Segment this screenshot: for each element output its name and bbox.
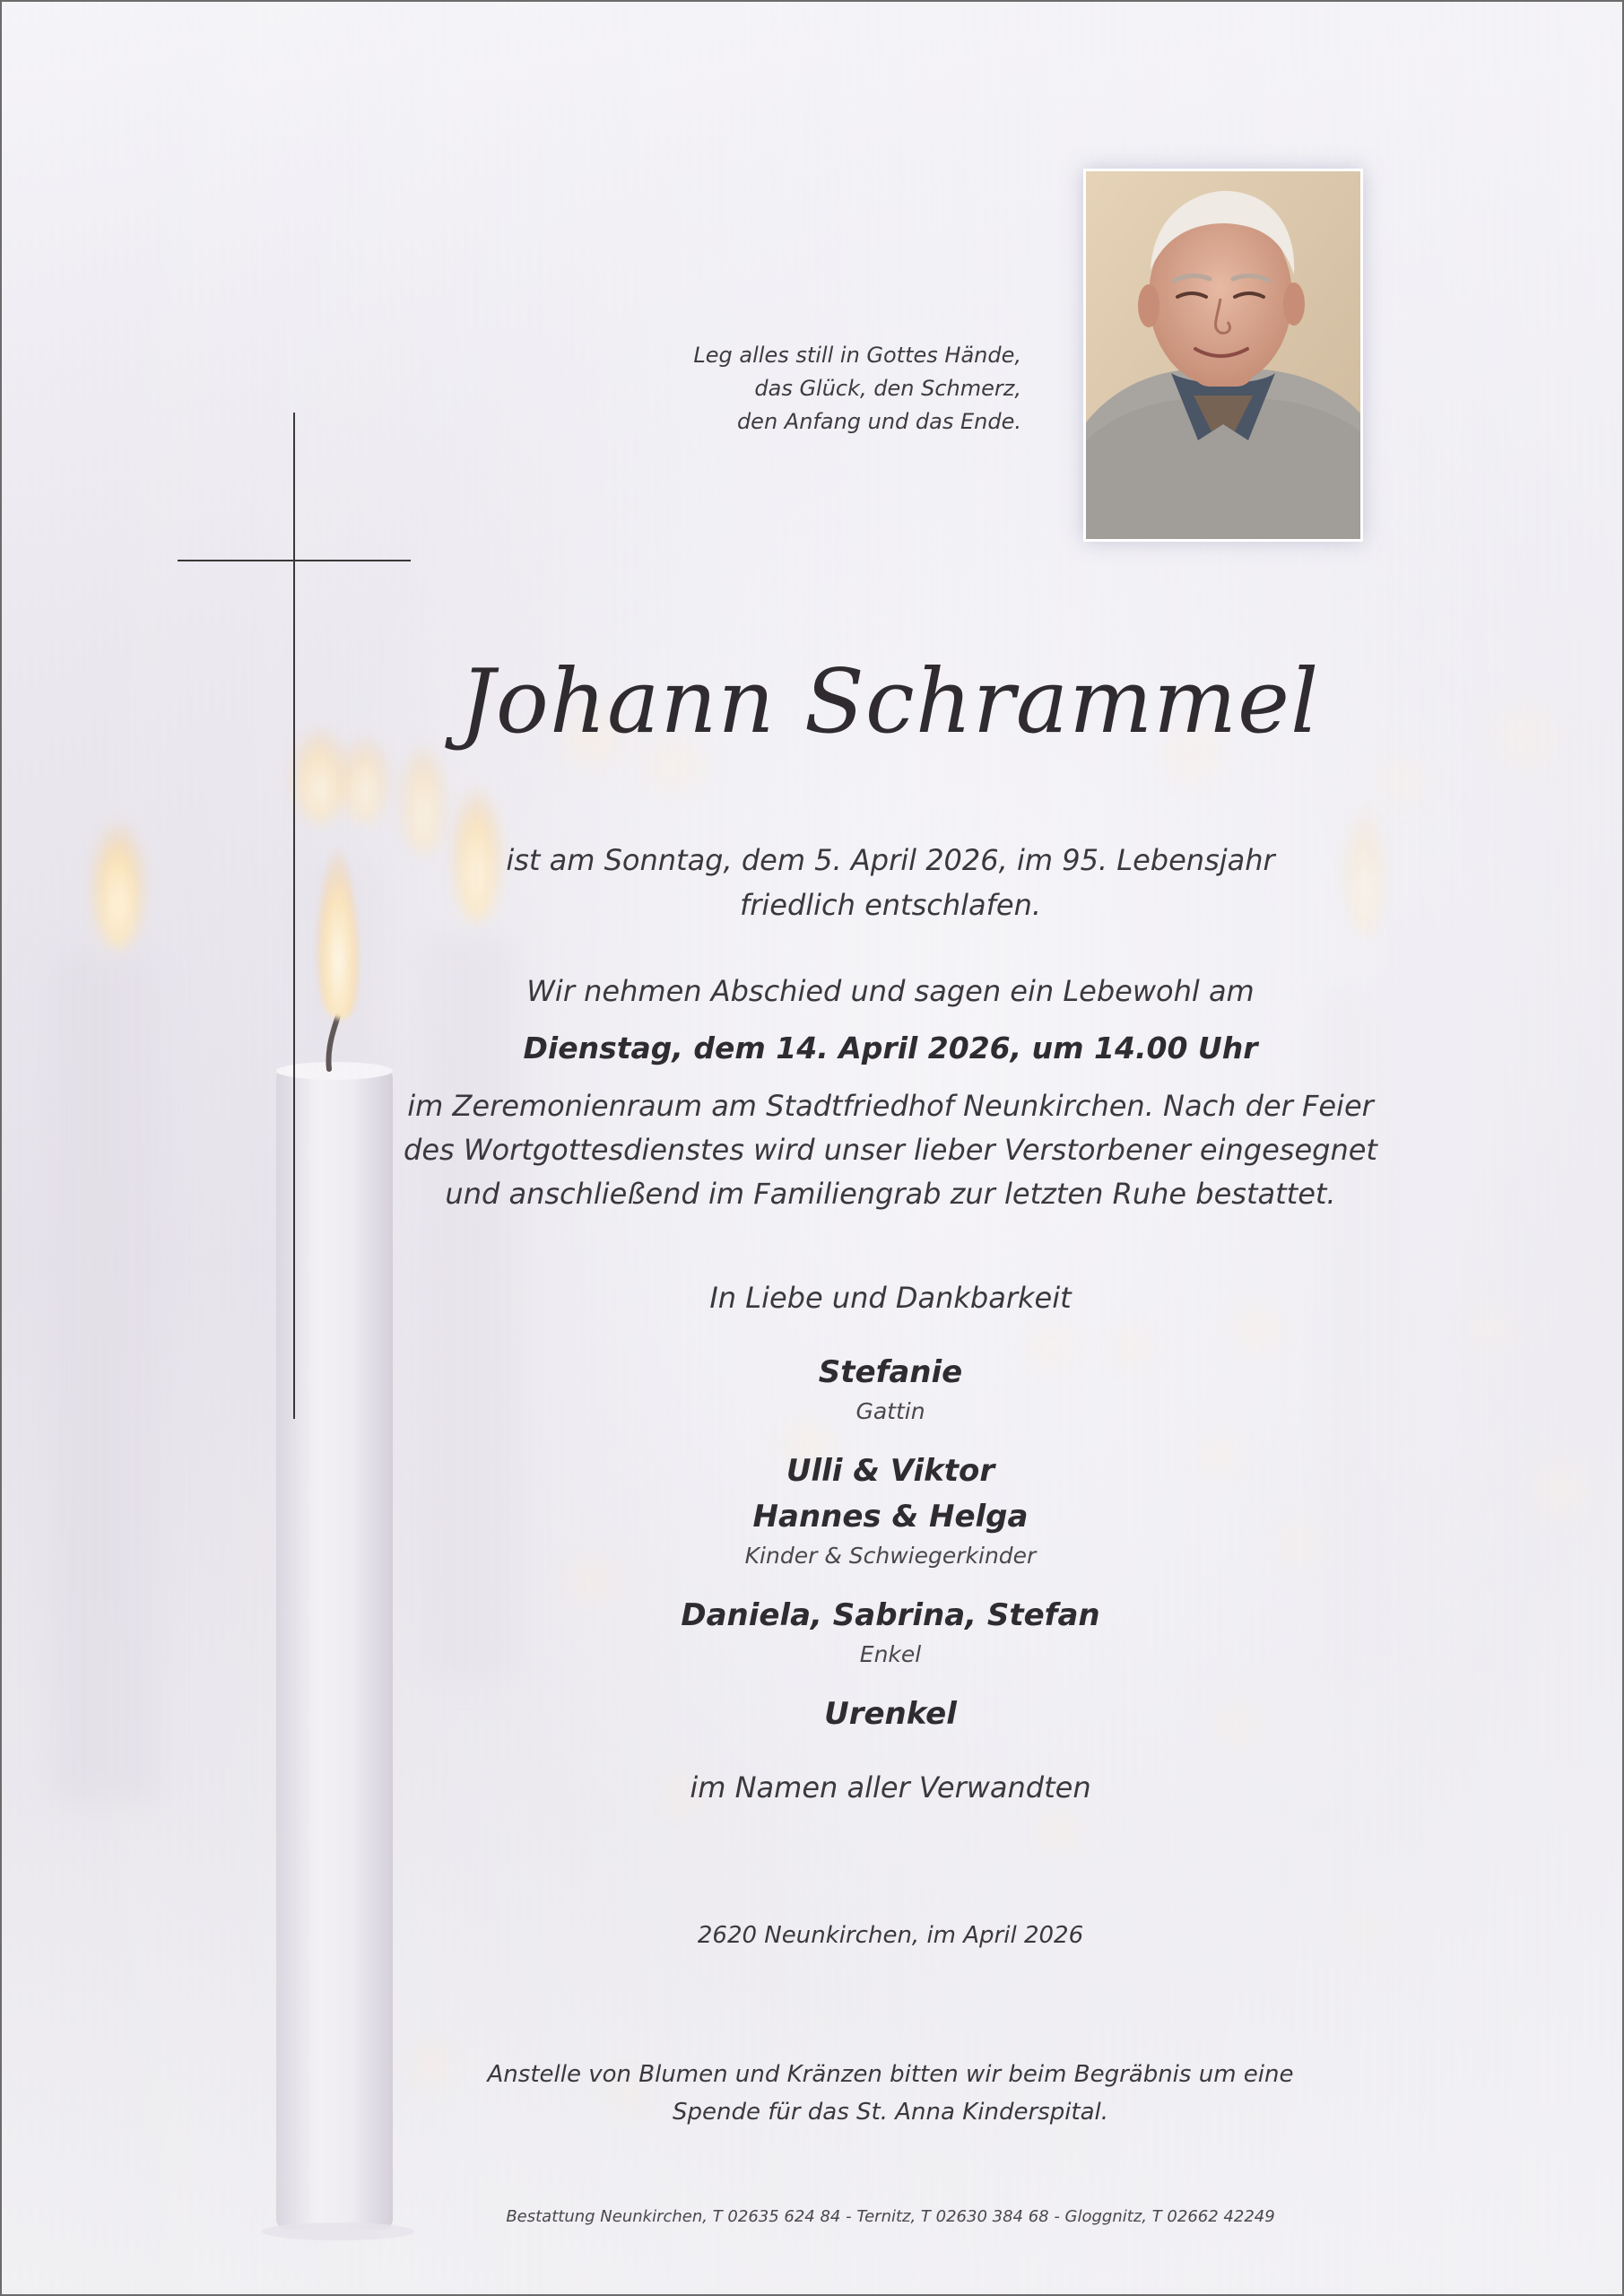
place-date: 2620 Neunkirchen, im April 2026 bbox=[697, 1922, 1084, 1949]
quote-line: das Glück, den Schmerz, bbox=[754, 376, 1021, 401]
quote bbox=[483, 339, 1021, 439]
mourner-name: Hannes & Helga bbox=[752, 1499, 1029, 1535]
mourner-relation: Enkel bbox=[859, 1641, 922, 1667]
donation-line: Anstelle von Blumen und Kränzen bitten wir beim Begräbnis um eine bbox=[487, 2061, 1294, 2088]
mourners-intro: In Liebe und Dankbarkeit bbox=[709, 1281, 1072, 1315]
mourner-name: Daniela, Sabrina, Stefan bbox=[681, 1597, 1100, 1633]
announcement-line: friedlich entschlafen. bbox=[739, 888, 1042, 922]
deceased-name: Johann Schrammel bbox=[459, 651, 1320, 753]
ceremony-details-line: und anschließend im Familiengrab zur letzten Ruhe bestattet. bbox=[445, 1177, 1336, 1211]
portrait-photo bbox=[1083, 169, 1363, 542]
mourner-name: Ulli & Viktor bbox=[786, 1453, 995, 1489]
announcement-line: ist am Sonntag, dem 5. April 2026, im 95. Lebensjahr bbox=[506, 843, 1275, 877]
mourners-closing: im Namen aller Verwandten bbox=[690, 1770, 1091, 1805]
quote-line: den Anfang und das Ende. bbox=[736, 409, 1021, 434]
donation-line: Spende für das St. Anna Kinderspital. bbox=[672, 2099, 1109, 2126]
ceremony-details-line: im Zeremonienraum am Stadtfriedhof Neunkirchen. Nach der Feier bbox=[407, 1089, 1374, 1123]
mourner-name: Stefanie bbox=[818, 1354, 963, 1390]
ceremony-date: Dienstag, dem 14. April 2026, um 14.00 Uhr bbox=[523, 1031, 1258, 1065]
cross-horizontal-bar bbox=[178, 560, 411, 561]
funeral-home-contacts: Bestattung Neunkirchen, T 02635 624 84 - Ternitz, T 02630 384 68 - Gloggnitz, T 02662 42249 bbox=[506, 2207, 1275, 2226]
mourner-relation: Gattin bbox=[855, 1398, 925, 1424]
cross-vertical-bar bbox=[293, 413, 295, 1419]
mourner-relation: Kinder & Schwiegerkinder bbox=[744, 1543, 1037, 1569]
farewell-intro: Wir nehmen Abschied und sagen ein Lebewohl am bbox=[526, 974, 1255, 1008]
mourner-name: Urenkel bbox=[824, 1696, 957, 1732]
ceremony-details-line: des Wortgottesdienstes wird unser lieber Verstorbener eingesegnet bbox=[404, 1133, 1377, 1167]
quote-line: Leg alles still in Gottes Hände, bbox=[693, 343, 1021, 368]
